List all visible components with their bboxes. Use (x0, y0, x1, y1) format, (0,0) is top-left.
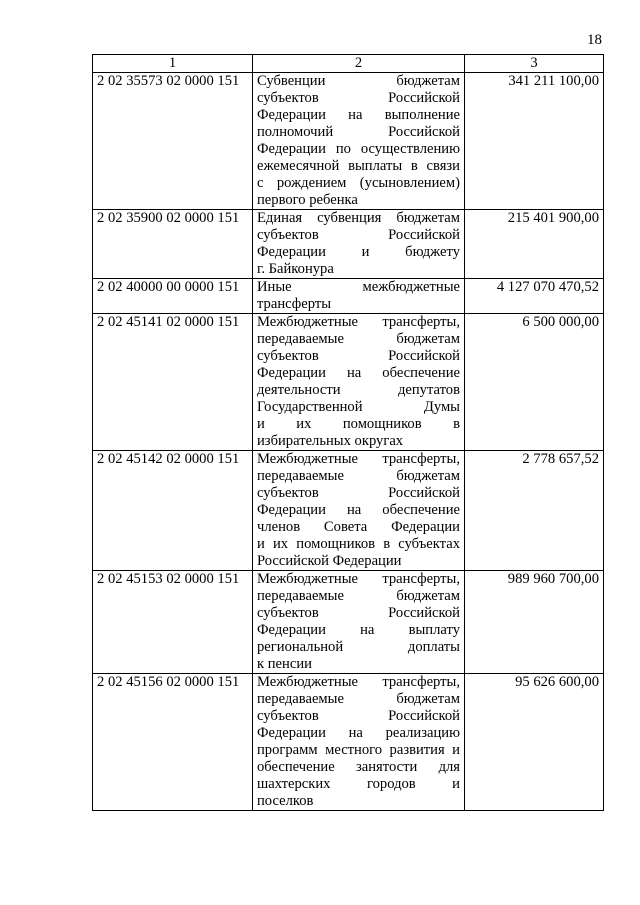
revenue-item-name-line: Межбюджетные трансферты, (257, 571, 460, 587)
revenue-item-name (253, 73, 465, 210)
revenue-item-name-line: Федерации на выполнение (257, 107, 460, 123)
budget-classification-code: 2 02 35900 02 0000 151 (93, 210, 253, 279)
revenue-item-name (253, 571, 465, 674)
revenue-item-name-line: с рождением (усыновлением) (257, 175, 460, 191)
revenue-amount: 989 960 700,00 (465, 571, 604, 674)
revenue-item-name-line: субъектов Российской (257, 485, 460, 501)
revenue-item-name-line: Федерации на обеспечение (257, 365, 460, 381)
revenue-item-name-line: трансферты (257, 296, 332, 312)
revenue-item-name-line: субъектов Российской (257, 605, 460, 621)
revenue-item-name-line: шахтерских городов и (257, 776, 460, 792)
revenue-item-name-line: Федерации на реализацию (257, 725, 460, 741)
page-number: 18 (587, 32, 602, 48)
revenue-amount: 95 626 600,00 (465, 674, 604, 811)
revenue-item-name-line: Субвенции бюджетам (257, 73, 460, 89)
revenue-item-name-line: субъектов Российской (257, 227, 460, 243)
revenue-item-name-line: г. Байконура (257, 261, 334, 277)
revenue-item-name-line: Единая субвенция бюджетам (257, 210, 460, 226)
revenue-item-name-line: передаваемые бюджетам (257, 588, 460, 604)
budget-classification-code: 2 02 45142 02 0000 151 (93, 451, 253, 571)
revenue-item-name-line: Федерации по осуществлению (257, 141, 460, 157)
table-row (93, 314, 604, 451)
revenue-amount: 2 778 657,52 (465, 451, 604, 571)
revenue-item-name-line: деятельности депутатов (257, 382, 460, 398)
revenue-item-name (253, 674, 465, 811)
revenue-item-name-line: передаваемые бюджетам (257, 468, 460, 484)
revenue-item-name-line: ежемесячной выплаты в связи (257, 158, 460, 174)
revenue-item-name-line: программ местного развития и (257, 742, 460, 758)
budget-classification-code: 2 02 40000 00 0000 151 (93, 279, 253, 314)
budget-classification-code: 2 02 45141 02 0000 151 (93, 314, 253, 451)
revenue-item-name-line: первого ребенка (257, 192, 358, 208)
budget-revenue-table (92, 54, 604, 811)
revenue-amount: 6 500 000,00 (465, 314, 604, 451)
revenue-item-name-line: Российской Федерации (257, 553, 402, 569)
column-header-name: 2 (253, 55, 465, 73)
revenue-item-name (253, 279, 465, 314)
table-row (93, 73, 604, 210)
revenue-item-name-line: Федерации на выплату (257, 622, 460, 638)
revenue-item-name-line: Межбюджетные трансферты, (257, 674, 460, 690)
revenue-item-name-line: к пенсии (257, 656, 312, 672)
revenue-amount: 4 127 070 470,52 (465, 279, 604, 314)
table-row (93, 674, 604, 811)
budget-classification-code: 2 02 35573 02 0000 151 (93, 73, 253, 210)
revenue-item-name-line: региональной доплаты (257, 639, 460, 655)
revenue-item-name-line: членов Совета Федерации (257, 519, 460, 535)
revenue-item-name-line: и их помощников в (257, 416, 460, 432)
revenue-item-name-line: Межбюджетные трансферты, (257, 451, 460, 467)
revenue-item-name-line: обеспечение занятости для (257, 759, 460, 775)
revenue-item-name-line: Межбюджетные трансферты, (257, 314, 460, 330)
revenue-item-name-line: и их помощников в субъектах (257, 536, 460, 552)
column-header-amount: 3 (465, 55, 604, 73)
revenue-item-name-line: Федерации на обеспечение (257, 502, 460, 518)
revenue-amount: 215 401 900,00 (465, 210, 604, 279)
revenue-item-name-line: поселков (257, 793, 314, 809)
revenue-item-name-line: субъектов Российской (257, 348, 460, 364)
budget-classification-code: 2 02 45153 02 0000 151 (93, 571, 253, 674)
revenue-item-name (253, 314, 465, 451)
revenue-item-name-line: полномочий Российской (257, 124, 460, 140)
revenue-item-name (253, 451, 465, 571)
revenue-item-name-line: Федерации и бюджету (257, 244, 460, 260)
revenue-item-name-line: избирательных округах (257, 433, 404, 449)
revenue-item-name-line: субъектов Российской (257, 90, 460, 106)
revenue-item-name-line: Иные межбюджетные (257, 279, 460, 295)
table-header-row (93, 55, 604, 73)
revenue-amount: 341 211 100,00 (465, 73, 604, 210)
revenue-item-name (253, 210, 465, 279)
budget-classification-code: 2 02 45156 02 0000 151 (93, 674, 253, 811)
table-row (93, 571, 604, 674)
revenue-item-name-line: субъектов Российской (257, 708, 460, 724)
table-row (93, 210, 604, 279)
revenue-item-name-line: передаваемые бюджетам (257, 331, 460, 347)
revenue-item-name-line: передаваемые бюджетам (257, 691, 460, 707)
revenue-item-name-line: Государственной Думы (257, 399, 460, 415)
table-body (93, 73, 604, 811)
table-row (93, 451, 604, 571)
column-header-code: 1 (93, 55, 253, 73)
table-row (93, 279, 604, 314)
